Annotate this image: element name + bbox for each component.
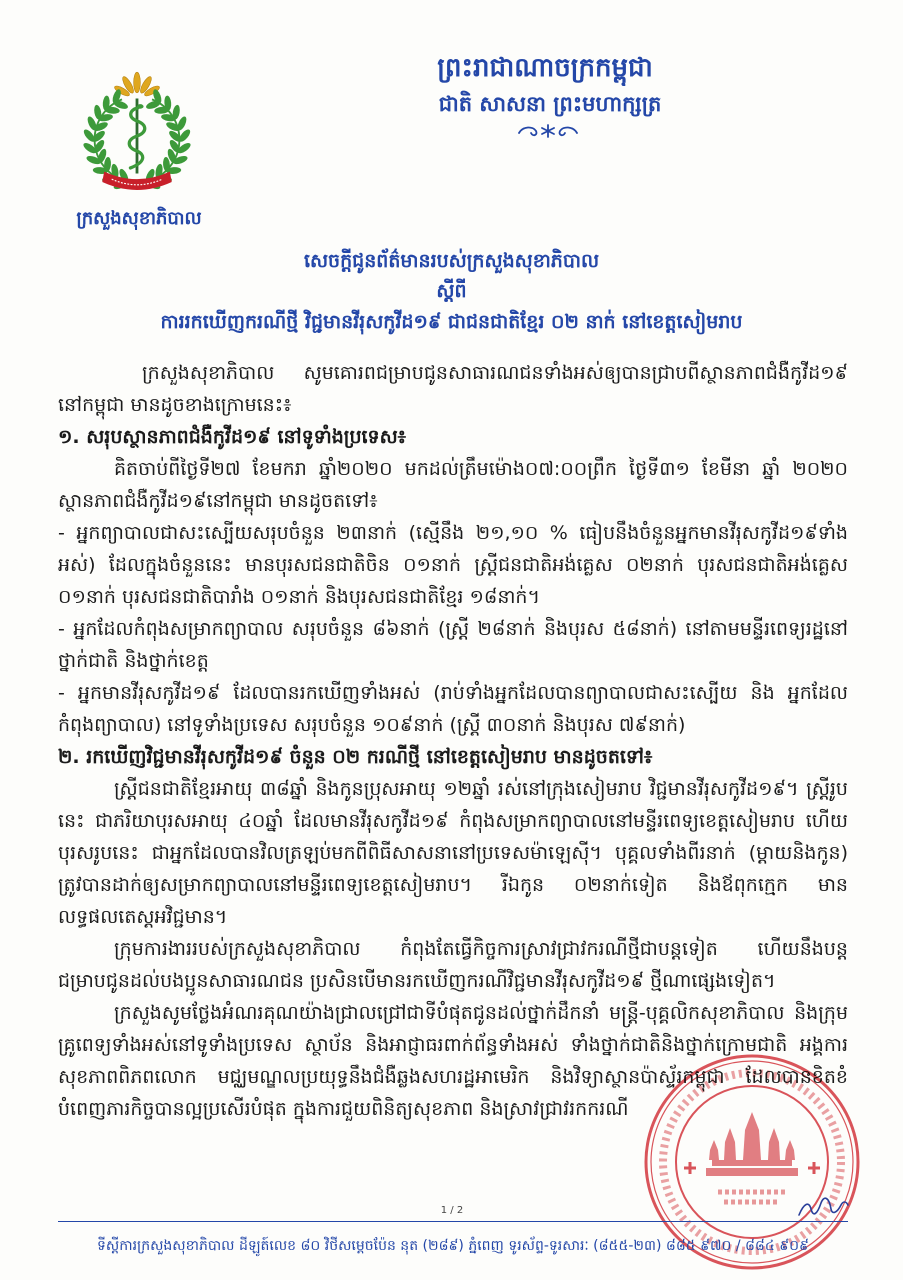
page-number: 1 / 2: [440, 1205, 464, 1216]
bullet-under-treatment: - អ្នកដែលកំពុងសម្រាកព្យាបាល សរុបចំនួន ៨៦នាក់ (ស្ត្រី ២៨នាក់ និងបុរស ៥៨នាក់) នៅតាមមន្ទីរពេទ្យរដ្ឋនៅថ្នាក់ជាតិ និងថ្នាក់ខេត្ត: [58, 618, 848, 672]
section-2-heading: ២. រកឃើញវិជ្ជមានវីរុសកូវីដ១៩ ចំនួន ០២ ករណីថ្មី នៅខេត្តសៀមរាប មានដូចតទៅ៖: [58, 746, 653, 768]
bullet-recovered: - អ្នកព្យាបាលជាសះស្បើយសរុបចំនួន ២៣នាក់ (ស្មើនឹង ២១,១០ % ធៀបនឹងចំនួនអ្នកមានវីរុសកូវីដ១៩ទាំងអស់) ដែលក្នុងចំនួននេះ មានបុរសជនជាតិចិន ០១នាក់ ស្ត្រីជនជាតិអង់គ្លេស ០២នាក់ បុរសជនជាតិអង់គ្លេស ០១នាក់ បុរសជនជាតិបារាំង ០១នាក់ និងបុរសជនជាតិខ្មែរ ១៨នាក់។: [58, 522, 848, 608]
thanks-paragraph: ក្រសួងសូមថ្លែងអំណរគុណយ៉ាងជ្រាលជ្រៅជាទីបំផុតជូនដល់ថ្នាក់ដឹកនាំ មន្ត្រី-បុគ្គលិកសុខាភិបាល និងក្រុមគ្រូពេទ្យទាំងអស់នៅទូទាំងប្រទេស ស្ថាប័ន និងអាជ្ញាធរពាក់ព័ន្ធទាំងអស់ ទាំងថ្នាក់ជាតិនិងថ្នាក់ក្រោមជាតិ អង្គការសុខភាពពិភពលោក មជ្ឈមណ្ឌលប្រយុទ្ធនឹងជំងឺឆ្លងសហរដ្ឋអាមេរិក និងវិទ្យាស្ថានប៉ាស្ទ័រកម្ពុជា ដែលបានខិតខំបំពេញភារកិច្ចបានល្អប្រសើរបំផុត ក្នុងការជួយពិនិត្យសុខភាព និងស្រាវជ្រាវរកករណី: [58, 1002, 848, 1120]
section-2-paragraph: ស្ត្រីជនជាតិខ្មែរអាយុ ៣៨ឆ្នាំ និងកូនប្រុសអាយុ ១២ឆ្នាំ រស់នៅក្រុងសៀមរាប វិជ្ជមានវីរុសកូវីដ១៩។ ស្ត្រីរូបនេះ ជាភរិយាបុរសអាយុ ៤០ឆ្នាំ ដែលមានវីរុសកូវីដ១៩ កំពុងសម្រាកព្យាបាលនៅមន្ទីរពេទ្យខេត្តសៀមរាប ហើយបុរសរូបនេះ ជាអ្នកដែលបានវិលត្រឡប់មកពីពិធីសាសនានៅប្រទេសម៉ាឡេស៊ី។ បុគ្គលទាំងពីរនាក់ (ម្តាយនិងកូន) ត្រូវបានដាក់ឲ្យសម្រាកព្យាបាលនៅមន្ទីរពេទ្យខេត្តសៀមរាប។ រីឯកូន ០២នាក់ទៀត និងឪពុកក្មេក មានលទ្ធផលតេស្តអវិជ្ជមាន។: [58, 778, 848, 928]
kingdom-heading: ព្រះរាជាណាចក្រកម្ពុជា: [437, 53, 653, 83]
ministry-name: ក្រសួងសុខាភិបាល: [76, 208, 202, 229]
signature-icon: [796, 1193, 850, 1223]
section-1-heading: ១. សរុបស្ថានភាពជំងឺកូវីដ១៩ នៅទូទាំងប្រទេស៖: [58, 426, 407, 448]
national-motto: ជាតិ សាសនា ព្រះមហាក្សត្រ: [438, 92, 662, 116]
ministry-of-health-emblem-icon: [76, 70, 198, 202]
document-title: សេចក្តីជូនព័ត៌មានរបស់ក្រសួងសុខាភិបាល: [303, 250, 600, 272]
document-subject: ការរកឃើញករណីថ្មី វិជ្ជមានវីរុសកូវីដ១៩ ជាជនជាតិខ្មែរ ០២ នាក់ នៅខេត្តសៀមរាប: [160, 311, 743, 333]
footer-divider: [58, 1221, 848, 1222]
followup-paragraph: ក្រុមការងាររបស់ក្រសួងសុខាភិបាល កំពុងតែធ្វើកិច្ចការស្រាវជ្រាវករណីថ្មីជាបន្តទៀត ហើយនឹងបន្តជម្រាបជូនដល់បងប្អូនសាធារណជន ប្រសិនបើមានរកឃើញករណីវិជ្ជមានវីរុសកូវីដ១៩ ថ្មីណាផ្សេងទៀត។: [58, 938, 848, 992]
footer-address: ទីស្តីការក្រសួងសុខាភិបាល ដីឡូត៍លេខ ៨០ វិថីសម្តេចប៉ែន នុត (២៨៩) ភ្នំពេញ ទូរស័ព្ទ-ទូរសារៈ (៨៥៥-២៣) ៨៨៥ ៩៧០ / ៨៨៤ ៩០៩: [97, 1238, 809, 1254]
intro-paragraph: ក្រសួងសុខាភិបាល សូមគោរពជម្រាបជូនសាធារណជនទាំងអស់ឲ្យបានជ្រាបពីស្ថានភាពជំងឺកូវីដ១៩ នៅកម្ពុជា មានដូចខាងក្រោមនេះ៖: [58, 362, 848, 416]
title-subject-label: ស្តីពី: [436, 280, 467, 302]
floral-ornament-icon: [515, 122, 581, 140]
bullet-total-cases: - អ្នកមានវីរុសកូវីដ១៩ ដែលបានរកឃើញទាំងអស់ (រាប់ទាំងអ្នកដែលបានព្យាបាលជាសះស្បើយ និង អ្នកដែលកំពុងព្យាបាល) នៅទូទាំងប្រទេស សរុបចំនួន ១០៩នាក់ (ស្ត្រី ៣០នាក់ និងបុរស ៧៩នាក់): [58, 682, 848, 736]
section-1-lead: គិតចាប់ពីថ្ងៃទី២៧ ខែមករា ឆ្នាំ២០២០ មកដល់ត្រឹមម៉ោង០៧:០០ព្រឹក ថ្ងៃទី៣១ ខែមីនា ឆ្នាំ ២០២០ ស្ថានភាពជំងឺកូវីដ១៩នៅកម្ពុជា មានដូចតទៅ៖: [58, 458, 848, 512]
